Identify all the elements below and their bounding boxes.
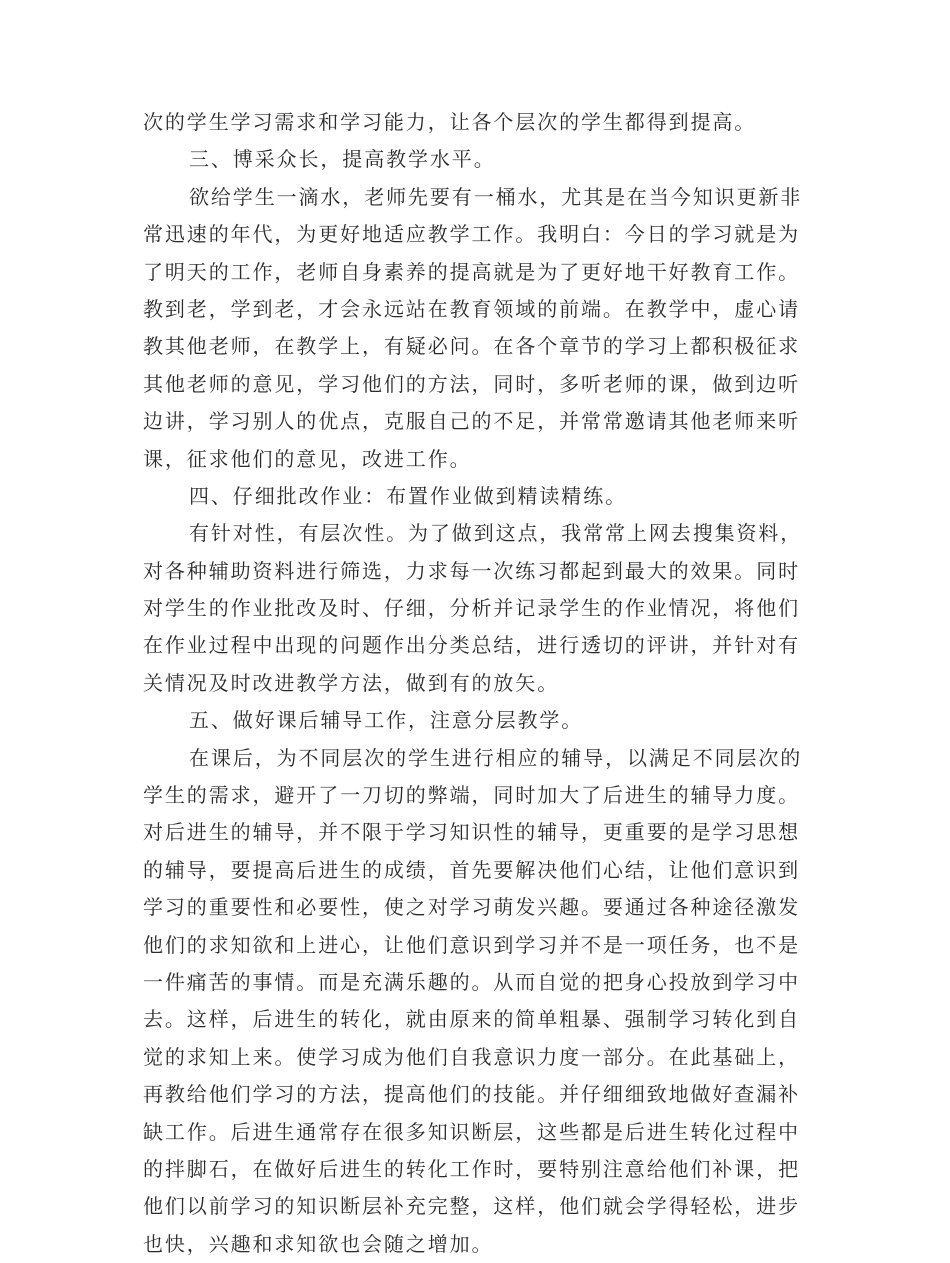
paragraph-start-line: 五、做好课后辅导工作，注意分层教学。: [189, 708, 584, 733]
text-line: 再教给他们学习的方法，提高他们的技能。并仔细细致地做好查漏补: [143, 1082, 800, 1107]
text-line: 的辅导，要提高后进生的成绩，首先要解决他们心结，让他们意识到: [143, 857, 800, 882]
text-line: 边讲，学习别人的优点，克服自己的不足，并常常邀请其他老师来听: [143, 409, 800, 434]
text-line: 也快，兴趣和求知欲也会随之增加。: [143, 1231, 494, 1256]
text-line: 其他老师的意见，学习他们的方法，同时，多听老师的课，做到边听: [143, 371, 800, 396]
text-line: 去。这样，后进生的转化，就由原来的简单粗暴、强制学习转化到自: [143, 1007, 800, 1032]
text-line: 的拌脚石，在做好后进生的转化工作时，要特别注意给他们补课，把: [143, 1156, 800, 1181]
text-line: 教到老，学到老，才会永远站在教育领域的前端。在教学中，虚心请: [143, 296, 800, 321]
text-line: 关情况及时改进教学方法，做到有的放矢。: [143, 670, 560, 695]
text-line: 学生的需求，避开了一刀切的弊端，同时加大了后进生的辅导力度。: [143, 783, 800, 808]
text-line: 常迅速的年代，为更好地适应教学工作。我明白：今日的学习就是为: [143, 222, 800, 247]
text-line: 缺工作。后进生通常存在很多知识断层，这些都是后进生转化过程中: [143, 1119, 800, 1144]
text-line: 对各种辅助资料进行筛选，力求每一次练习都起到最大的效果。同时: [143, 558, 800, 583]
text-line: 课，征求他们的意见，改进工作。: [143, 446, 472, 471]
document-body: [143, 104, 803, 1263]
text-line: 教其他老师，在教学上，有疑必问。在各个章节的学习上都积极征求: [143, 334, 800, 359]
text-line: 学习的重要性和必要性，使之对学习萌发兴趣。要通过各种途径激发: [143, 895, 800, 920]
text-line: 了明天的工作，老师自身素养的提高就是为了更好地干好教育工作。: [143, 259, 800, 284]
text-line: 他们的求知欲和上进心，让他们意识到学习并不是一项任务，也不是: [143, 932, 800, 957]
text-line: 对学生的作业批改及时、仔细，分析并记录学生的作业情况，将他们: [143, 596, 800, 621]
paragraph-start-line: 在课后，为不同层次的学生进行相应的辅导，以满足不同层次的: [189, 745, 803, 770]
text-line: 一件痛苦的事情。而是充满乐趣的。从而自觉的把身心投放到学习中: [143, 969, 800, 994]
text-line: 在作业过程中出现的问题作出分类总结，进行透切的评讲，并针对有: [143, 633, 800, 658]
paragraph-start-line: 有针对性，有层次性。为了做到这点，我常常上网去搜集资料，: [189, 521, 803, 546]
text-line: 对后进生的辅导，并不限于学习知识性的辅导，更重要的是学习思想: [143, 820, 800, 845]
text-line: 次的学生学习需求和学习能力，让各个层次的学生都得到提高。: [143, 110, 757, 134]
paragraph-start-line: 四、仔细批改作业：布置作业做到精读精练。: [189, 483, 627, 508]
text-line: 他们以前学习的知识断层补充完整，这样，他们就会学得轻松，进步: [143, 1194, 800, 1219]
paragraph-start-line: 三、博采众长，提高教学水平。: [189, 147, 496, 172]
paragraph-start-line: 欲给学生一滴水，老师先要有一桶水，尤其是在当今知识更新非: [189, 184, 803, 209]
text-line: 觉的求知上来。使学习成为他们自我意识力度一部分。在此基础上，: [143, 1044, 800, 1069]
